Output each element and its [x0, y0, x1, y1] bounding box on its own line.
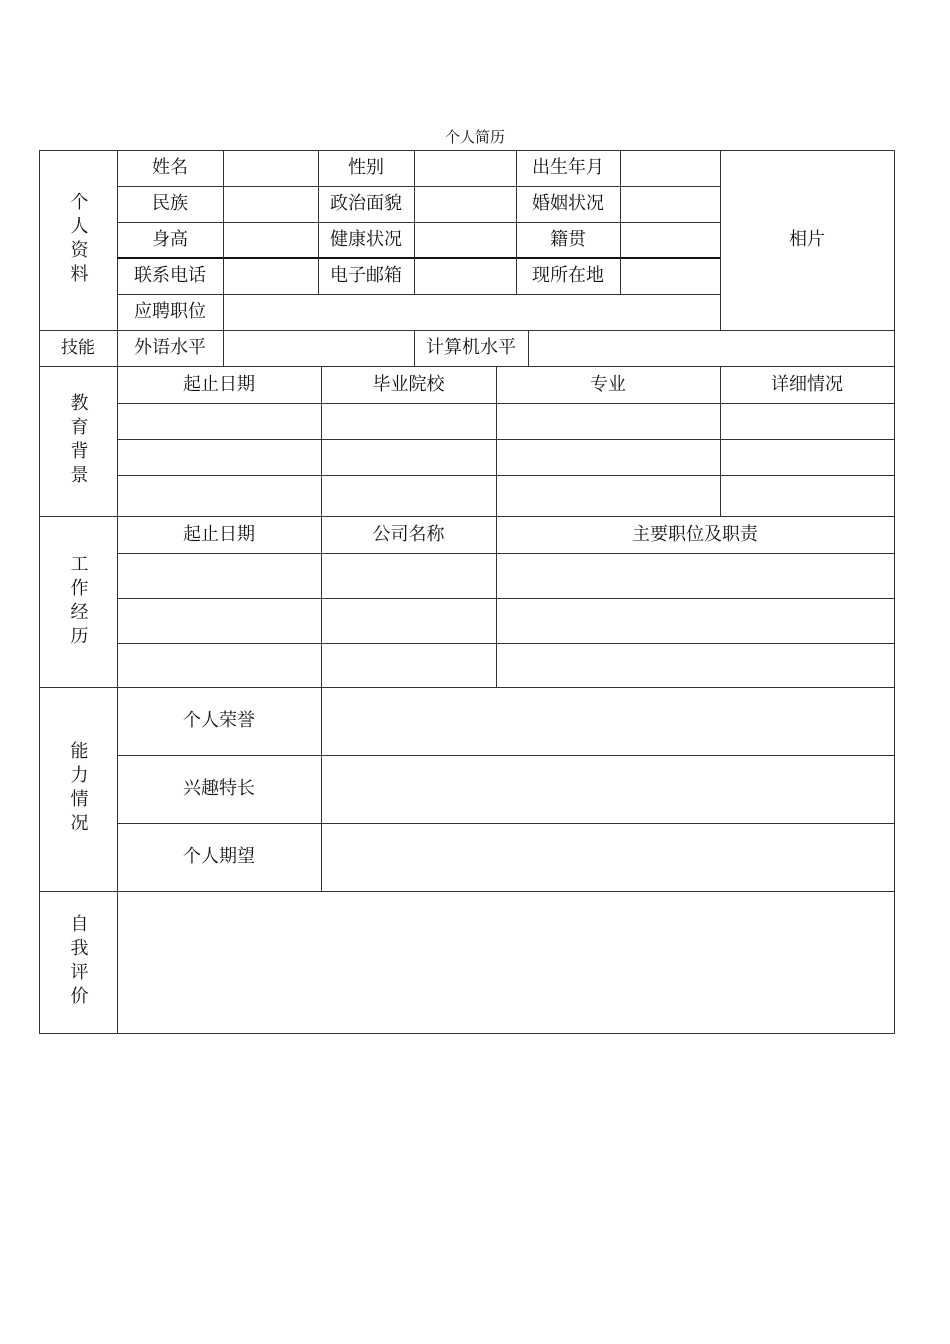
- section-ability-text: 能力情况: [67, 741, 89, 837]
- work-header-company: 公司名称: [372, 523, 445, 545]
- hobbies-value[interactable]: [321, 755, 894, 823]
- location-label: 现所在地: [532, 265, 604, 286]
- phone-value[interactable]: [223, 258, 318, 294]
- computer-label: 计算机水平: [426, 337, 516, 358]
- honors-value[interactable]: [321, 687, 894, 755]
- marital-value[interactable]: [620, 186, 720, 222]
- name-label: 姓名: [152, 157, 188, 178]
- self-eval-value[interactable]: [117, 891, 894, 1033]
- political-value[interactable]: [414, 186, 516, 222]
- edu-header-school: 毕业院校: [372, 373, 445, 395]
- computer-value[interactable]: [528, 330, 894, 366]
- gender-label: 性别: [348, 157, 384, 178]
- origin-value[interactable]: [620, 222, 720, 258]
- work-header-duties: 主要职位及职责: [632, 523, 758, 545]
- height-value[interactable]: [223, 222, 318, 258]
- table-row[interactable]: [117, 598, 894, 643]
- table-row[interactable]: [117, 553, 894, 598]
- ethnicity-label: 民族: [152, 193, 188, 214]
- phone-label: 联系电话: [134, 265, 206, 286]
- edu-header-dates: 起止日期: [183, 373, 255, 395]
- email-label: 电子邮箱: [330, 265, 402, 286]
- gender-value[interactable]: [414, 150, 516, 186]
- email-value[interactable]: [414, 258, 516, 294]
- origin-label: 籍贯: [550, 229, 586, 250]
- table-row[interactable]: [117, 475, 894, 516]
- work-header-dates: 起止日期: [183, 523, 255, 545]
- health-value[interactable]: [414, 222, 516, 258]
- table-row[interactable]: [117, 643, 894, 687]
- section-personal-label: [39, 150, 117, 330]
- height-label: 身高: [152, 229, 188, 250]
- birth-label: 出生年月: [532, 157, 604, 178]
- section-personal-text: 个人资料: [67, 192, 89, 288]
- table-border-right: [894, 150, 895, 1034]
- edu-header-details: 详细情况: [771, 373, 843, 395]
- section-education-text: 教育背景: [67, 393, 89, 489]
- language-label: 外语水平: [134, 337, 206, 358]
- section-education-label: [39, 366, 117, 516]
- photo-area[interactable]: 相片: [789, 229, 825, 250]
- section-self-eval-label: [39, 891, 117, 1033]
- page-title: 个人简历: [444, 128, 505, 146]
- political-label: 政治面貌: [330, 193, 402, 214]
- table-row[interactable]: [117, 439, 894, 475]
- edu-header-major: 专业: [590, 373, 626, 395]
- name-value[interactable]: [223, 150, 318, 186]
- birth-value[interactable]: [620, 150, 720, 186]
- expectation-value[interactable]: [321, 823, 894, 891]
- table-border-bottom: [39, 1033, 895, 1034]
- position-value[interactable]: [223, 294, 720, 330]
- health-label: 健康状况: [330, 229, 402, 250]
- hobbies-label: 兴趣特长: [183, 778, 255, 799]
- section-work-label: [39, 516, 117, 687]
- section-self-eval-text: 自我评价: [67, 914, 89, 1010]
- expectation-label: 个人期望: [183, 846, 255, 867]
- section-work-text: 工作经历: [67, 553, 89, 650]
- position-label: 应聘职位: [134, 301, 206, 322]
- table-row[interactable]: [117, 403, 894, 439]
- section-skills-label: 技能: [61, 337, 95, 358]
- section-ability-label: [39, 687, 117, 891]
- marital-label: 婚姻状况: [532, 193, 604, 214]
- language-value[interactable]: [223, 330, 414, 366]
- honors-label: 个人荣誉: [183, 710, 255, 731]
- location-value[interactable]: [620, 258, 720, 294]
- ethnicity-value[interactable]: [223, 186, 318, 222]
